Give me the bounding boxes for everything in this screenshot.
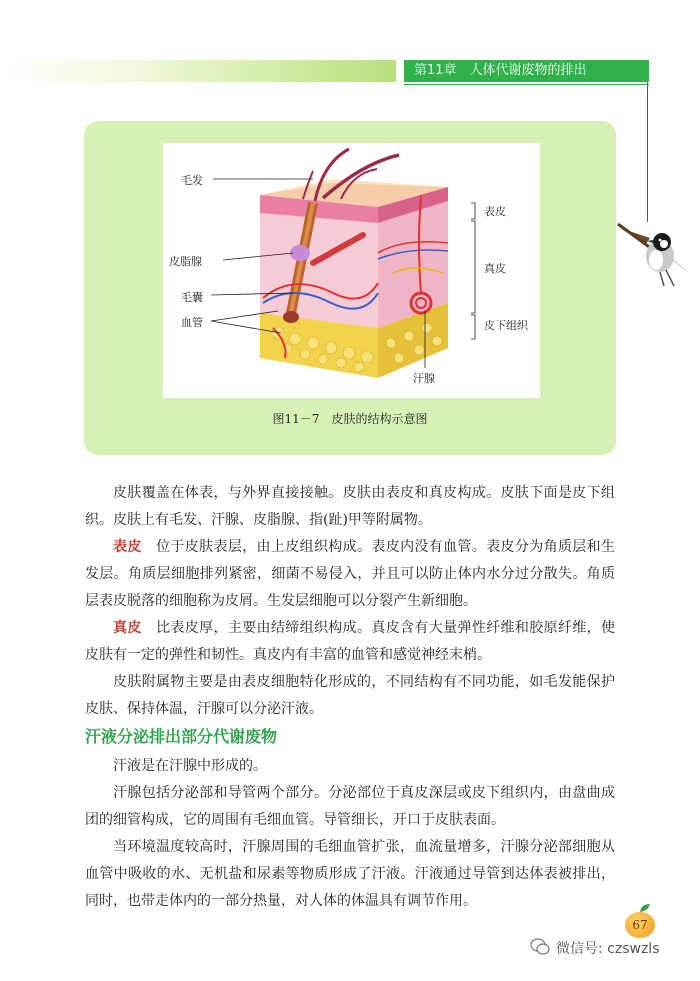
wechat-id: 微信号: czswzls [556, 941, 660, 957]
label-hair: 毛发 [181, 174, 203, 187]
chapter-title: 第11章 人体代谢废物的排出 [404, 60, 649, 82]
label-hair-follicle: 毛囊 [181, 291, 203, 304]
margin-rule [647, 82, 648, 222]
label-blood-vessel: 血管 [181, 316, 203, 329]
page-number: 67 [625, 912, 655, 938]
paragraph-1: 皮肤覆盖在体表，与外界直接接触。皮肤由表皮和真皮构成。皮肤下面是皮下组织。皮肤上有毛发、汗腺、皮脂腺、指(趾)甲等附属物。 [85, 485, 615, 528]
bird-illustration [616, 214, 700, 288]
header-gradient-bar [0, 60, 396, 82]
label-dermis: 真皮 [484, 262, 506, 275]
label-sebaceous-gland: 皮脂腺 [169, 255, 202, 268]
section-title: 汗液分泌排出部分代谢废物 [85, 727, 278, 746]
label-subcutaneous: 皮下组织 [484, 319, 528, 332]
figure-caption: 图11－7 皮肤的结构示意图 [272, 412, 428, 426]
label-sweat-gland: 汗腺 [413, 372, 435, 385]
paragraph-sweat-1: 汗液是在汗腺中形成的。 [113, 758, 267, 774]
paragraph-sweat-3: 当环境温度较高时，汗腺周围的毛细血管扩张，血流量增多，汗腺分泌部细胞从血管中吸收的水、无机盐和尿素等物质形成了汗液。汗液通过导管到达体表被排出，同时，也带走体内的一部分热量，对人体的体温具有调节作用。 [85, 839, 615, 909]
term-dermis: 真皮 [113, 620, 142, 636]
wechat-icon [530, 938, 550, 956]
paragraph-appendages: 皮肤附属物主要是由表皮细胞特化形成的，不同结构有不同功能，如毛发能保护皮肤、保持体温，汗腺可以分泌汗液。 [85, 674, 615, 717]
paragraph-dermis-text: 比表皮厚，主要由结缔组织构成。真皮含有大量弹性纤维和胶原纤维，使皮肤有一定的弹性和韧性。真皮内有丰富的血管和感觉神经末梢。 [85, 620, 616, 663]
header-rule [404, 84, 649, 85]
label-epidermis: 表皮 [484, 205, 506, 218]
term-epidermis: 表皮 [113, 539, 142, 555]
paragraph-dermis [85, 615, 615, 669]
paragraph-epidermis-text: 位于皮肤表层，由上皮组织构成。表皮内没有血管。表皮分为角质层和生发层。角质层细胞排列紧密，细菌不易侵入，并且可以防止体内水分过分散失。角质层表皮脱落的细胞称为皮屑。生发层细胞可以分裂产生新细胞。 [85, 539, 616, 609]
paragraph-sweat-2: 汗腺包括分泌部和导管两个部分。分泌部位于真皮深层或皮下组织内，由盘曲成团的细管构成，它的周围有毛细血管。导管细长，开口于皮肤表面。 [85, 785, 615, 828]
paragraph-epidermis [85, 534, 615, 615]
